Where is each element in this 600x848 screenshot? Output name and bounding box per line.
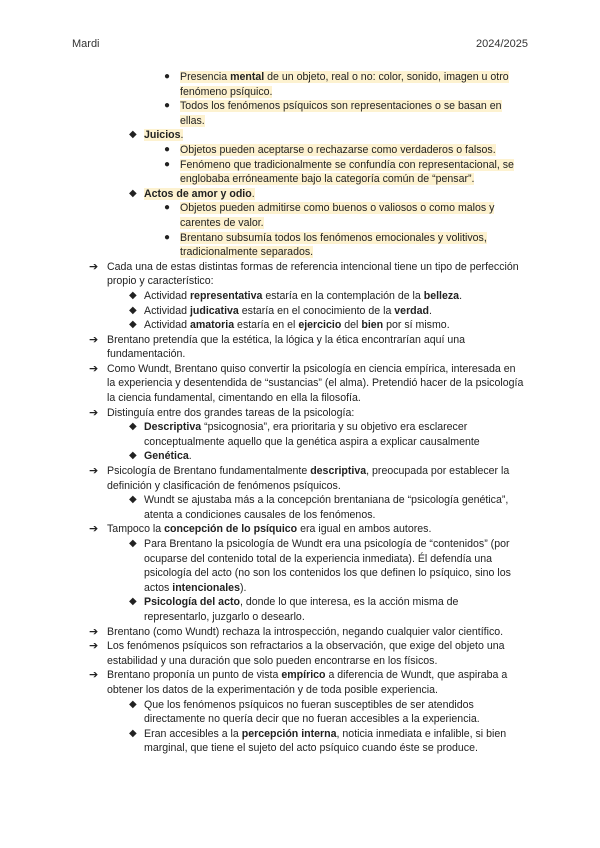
bullet-diamond-icon: ◆: [129, 319, 137, 331]
outline-item: [0, 70, 600, 99]
bullet-diamond-icon: ◆: [129, 421, 137, 433]
bullet-diamond-icon: ◆: [129, 538, 137, 549]
arrow-right-icon: ➔: [89, 406, 99, 419]
bold-term: representativa: [189, 289, 263, 302]
bold-term: belleza: [423, 289, 460, 302]
bullet-diamond-icon: ◆: [129, 289, 137, 301]
outline-item-text: [144, 289, 524, 304]
bold-term: Genética: [144, 450, 189, 463]
text-run: Brentano subsumía todos los fenómenos emocionales y volitivos, tradicionalmente separados.: [180, 231, 487, 259]
bold-term: judicativa: [189, 304, 239, 317]
arrow-right-icon: ➔: [89, 260, 99, 273]
text-run: .: [459, 289, 463, 302]
header-right-label: 2024/2025: [476, 38, 528, 50]
bullet-diamond-icon: ◆: [129, 596, 137, 608]
outline-item: [0, 333, 600, 362]
bullet-diamond-icon: ◆: [129, 698, 137, 710]
text-run: Como Wundt, Brentano quiso convertir la psicología en ciencia empírica, interesada en la experiencia y desentendida de “sustancias” (el alma). Pretendió hacer de la psicología la ciencia fundamental, cimentando en ella la filosofía.: [107, 362, 524, 405]
outline-item-text: [107, 639, 524, 668]
outline-item: [0, 99, 600, 128]
bullet-diamond-icon: ◆: [129, 187, 137, 199]
outline-item-text: [144, 304, 524, 319]
text-run: .: [429, 304, 432, 317]
outline-item: [0, 231, 600, 260]
text-run: del: [341, 319, 362, 332]
text-run: .: [180, 129, 184, 142]
text-run: , preocupada por establecer la definición y clasificación de fenómenos psíquicos.: [107, 465, 510, 492]
outline-item-text: [107, 668, 524, 697]
bullet-dot-icon: ●: [164, 158, 171, 170]
bullet-dot-icon: ●: [164, 202, 171, 214]
outline-item: [0, 187, 600, 202]
bullet-dot-icon: ●: [164, 143, 171, 155]
text-run: Actividad: [144, 319, 190, 332]
bold-term: Psicología del acto: [144, 596, 240, 609]
text-run: Presencia: [180, 71, 231, 83]
arrow-right-icon: ➔: [89, 640, 99, 653]
outline-item-text: [144, 128, 524, 143]
outline-item: [0, 158, 600, 187]
bullet-diamond-icon: ◆: [129, 304, 137, 316]
bold-term: Juicios: [144, 129, 181, 142]
outline-item-text: [107, 464, 524, 493]
outline-item-text: [144, 595, 524, 624]
outline-item-text: [107, 260, 524, 289]
bold-term: percepción interna: [241, 727, 337, 740]
text-run: Tampoco la: [107, 523, 165, 536]
arrow-right-icon: ➔: [89, 523, 99, 536]
text-run: Fenómeno que tradicionalmente se confundía con representacional, se englobaba erróneamente bajo la categoría común de “pensar”.: [180, 158, 514, 186]
header-left-label: Mardi: [72, 38, 100, 50]
text-run: estaría en el: [234, 319, 299, 332]
outline-item-text: [107, 406, 524, 421]
bullet-diamond-icon: ◆: [129, 450, 137, 462]
outline-item-text: [180, 99, 524, 128]
bold-term: descriptiva: [310, 465, 367, 478]
outline-item: [0, 698, 600, 727]
outline-item: [0, 362, 600, 406]
arrow-right-icon: ➔: [89, 669, 99, 682]
outline-item-text: [180, 143, 524, 158]
outline-item: [0, 668, 600, 697]
text-run: , noticia inmediata e infalible, si bien marginal, que tiene el sujeto del acto psíquico cuando éste se produce.: [144, 727, 507, 755]
outline-item-text: [180, 70, 524, 99]
bullet-diamond-icon: ◆: [129, 494, 137, 506]
outline-item-text: [144, 727, 524, 756]
document-body: [0, 70, 600, 756]
outline-item: [0, 625, 600, 640]
text-run: Objetos pueden aceptarse o rechazarse como verdaderos o falsos.: [180, 143, 496, 156]
outline-item: [0, 727, 600, 756]
text-run: Para Brentano la psicología de Wundt era una psicología de “contenidos” (por ocuparse del contenido total de la experiencia inmediata). Él defendía una psicología del acto (no son los contenidos los que definen lo psíquico, sino los actos: [144, 538, 511, 594]
bold-term: bien: [361, 319, 384, 332]
outline-item-text: [144, 698, 524, 727]
outline-item: [0, 493, 600, 522]
outline-item-text: [144, 187, 524, 202]
arrow-right-icon: ➔: [89, 362, 99, 375]
outline-item: [0, 289, 600, 304]
bullet-dot-icon: ●: [164, 71, 171, 82]
outline-item: [0, 595, 600, 624]
outline-item-text: [144, 420, 524, 449]
text-run: ).: [239, 581, 247, 594]
outline-item-text: [107, 333, 524, 362]
outline-item-text: [107, 522, 524, 537]
text-run: estaría en la contemplación de la: [262, 289, 424, 302]
bullet-diamond-icon: ◆: [129, 129, 137, 141]
bold-term: verdad: [394, 304, 430, 317]
text-run: Psicología de Brentano fundamentalmente: [107, 465, 311, 478]
text-run: era igual en ambos autores.: [297, 523, 432, 536]
text-run: Todos los fenómenos psíquicos son representaciones o se basan en ellas.: [180, 100, 502, 127]
outline-item: [0, 406, 600, 421]
bold-term: Actos de amor y odio: [144, 187, 252, 200]
outline-item-text: [144, 493, 524, 522]
outline-item: [0, 639, 600, 668]
text-run: Wundt se ajustaba más a la concepción brentaniana de “psicología genética”, atenta a condiciones causales de los fenómenos.: [144, 494, 509, 521]
text-run: .: [251, 187, 255, 200]
text-run: , donde lo que interesa, es la acción misma de representarlo, juzgarlo o desearlo.: [144, 596, 459, 623]
text-run: Actividad: [144, 289, 190, 302]
text-run: a diferencia de Wundt, que aspiraba a obtener los datos de la experimentación y de toda posible experiencia.: [107, 669, 508, 696]
bullet-dot-icon: ●: [164, 100, 171, 112]
arrow-right-icon: ➔: [89, 465, 99, 478]
bold-term: mental: [230, 71, 265, 83]
page-header: [72, 38, 528, 52]
text-run: Distinguía entre dos grandes tareas de la psicología:: [107, 406, 355, 419]
outline-item-text: [144, 537, 524, 595]
outline-item-text: [107, 362, 524, 406]
outline-item: [0, 318, 600, 333]
text-run: Actividad: [144, 304, 190, 317]
text-run: .: [188, 450, 192, 463]
outline-item-text: [144, 449, 524, 464]
text-run: Brentano (como Wundt) rechaza la introspección, negando cualquier valor científico.: [107, 625, 504, 638]
bold-term: intencionales: [172, 581, 240, 594]
bold-term: Descriptiva: [144, 421, 202, 434]
outline-item-text: [180, 201, 524, 230]
bold-term: empírico: [281, 669, 326, 682]
bold-term: amatoria: [189, 319, 235, 332]
text-run: Que los fenómenos psíquicos no fueran susceptibles de ser atendidos directamente no quería decir que no fueran accesibles a la experiencia.: [144, 698, 480, 726]
outline-item: [0, 464, 600, 493]
text-run: Objetos pueden admitirse como buenos o valiosos o como malos y carentes de valor.: [180, 202, 495, 229]
outline-item: [0, 449, 600, 464]
bold-term: concepción de lo psíquico: [164, 523, 298, 536]
text-run: de un objeto, real o no: color, sonido, imagen u otro fenómeno psíquico.: [180, 71, 509, 98]
text-run: Cada una de estas distintas formas de referencia intencional tiene un tipo de perfección propio y característico:: [107, 260, 519, 288]
outline-item: [0, 522, 600, 537]
outline-item: [0, 537, 600, 595]
text-run: Eran accesibles a la: [144, 727, 242, 740]
outline-item: [0, 304, 600, 319]
bold-term: ejercicio: [298, 319, 342, 332]
outline-item-text: [180, 158, 524, 187]
outline-item: [0, 201, 600, 230]
text-run: Brentano proponía un punto de vista: [107, 669, 282, 682]
text-run: Brentano pretendía que la estética, la lógica y la ética encontrarían aquí una fundamentación.: [107, 333, 466, 361]
outline-item-text: [107, 625, 524, 640]
text-run: por sí mismo.: [383, 319, 450, 332]
bullet-diamond-icon: ◆: [129, 727, 137, 739]
outline-item-text: [144, 318, 524, 333]
outline-item: [0, 420, 600, 449]
text-run: “psicognosia”, era prioritaria y su objetivo era esclarecer conceptualmente aquello que la genética aspira a explicar causalmente: [144, 421, 480, 448]
text-run: Los fenómenos psíquicos son refractarios a la observación, que exige del objeto una estabilidad y una duración que solo pueden encontrarse en los físicos.: [107, 640, 505, 667]
outline-item: [0, 128, 600, 143]
outline-item: [0, 260, 600, 289]
outline-item-text: [180, 231, 524, 260]
arrow-right-icon: ➔: [89, 333, 99, 346]
bullet-dot-icon: ●: [164, 231, 171, 243]
outline-item: [0, 143, 600, 158]
arrow-right-icon: ➔: [89, 625, 99, 638]
text-run: estaría en el conocimiento de la: [238, 304, 395, 317]
